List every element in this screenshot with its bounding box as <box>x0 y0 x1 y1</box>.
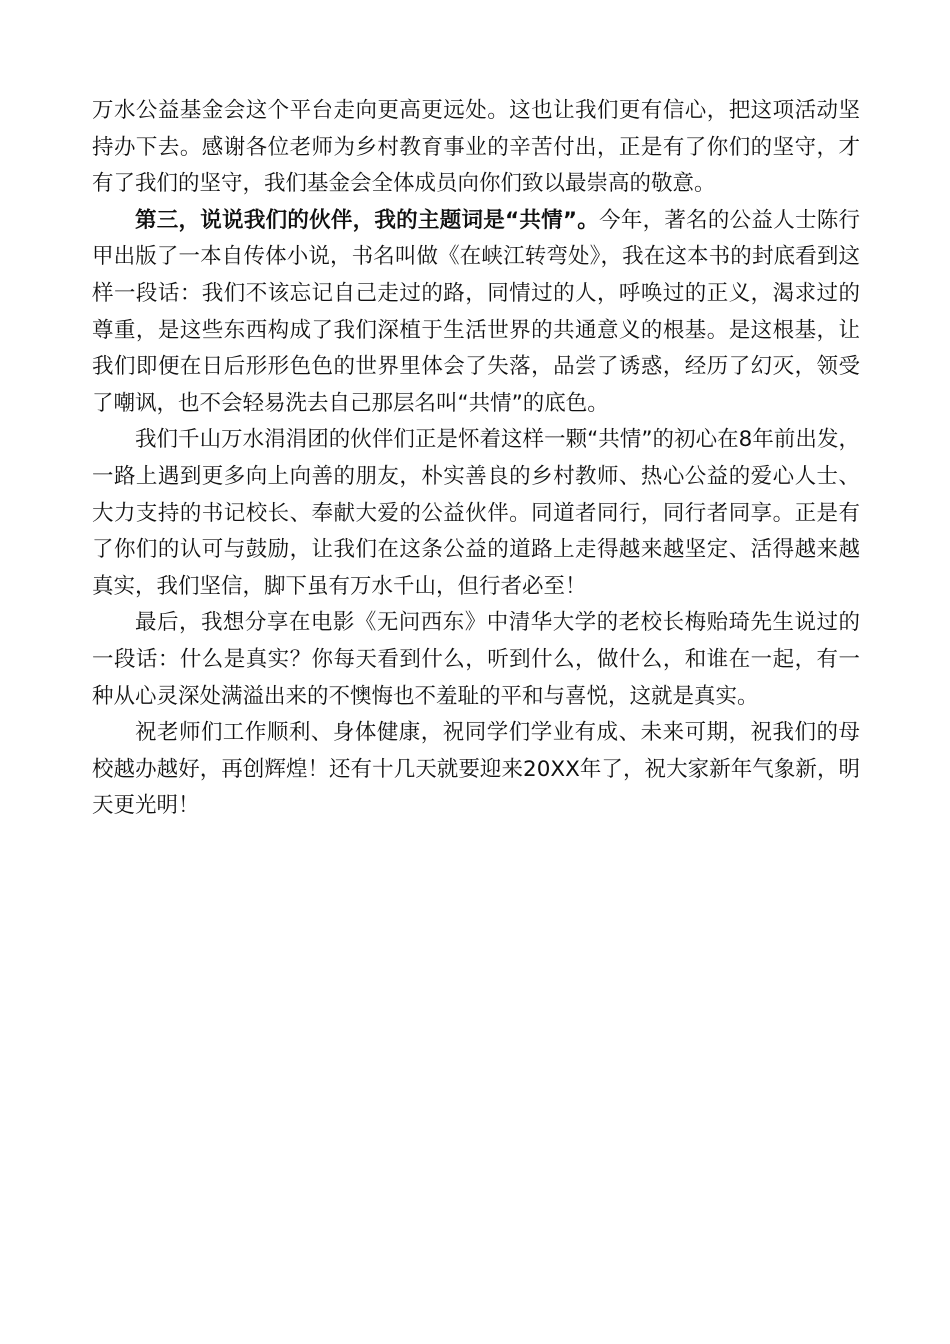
paragraph-quote <box>92 605 860 715</box>
section-heading-empathy: 第三，说说我们的伙伴，我的主题词是“共情”。 <box>135 207 600 233</box>
paragraph-team <box>92 422 860 605</box>
document-page <box>92 93 860 825</box>
paragraph-text: 最后，我想分享在电影《无问西东》中清华大学的老校长梅贻琦先生说过的一段话：什么是真实？你每天看到什么，听到什么，做什么，和谁在一起，有一种从心灵深处满溢出来的不懊悔也不羞耻的平和与喜悦，这就是真实。 <box>92 610 860 709</box>
paragraph-text: 今年，著名的公益人士陈行甲出版了一本自传体小说，书名叫做《在峡江转弯处》，我在这本书的封底看到这样一段话：我们不该忘记自己走过的路，同情过的人，呼唤过的正义，渴求过的尊重，是这些东西构成了我们深植于生活世界的共通意义的根基。是这根基，让我们即便在日后形形色色的世界里体会了失落，品尝了诱惑，经历了幻灭，领受了嘲讽，也不会轻易洗去自己那层名叫“共情”的底色。 <box>92 207 860 416</box>
paragraph-wishes <box>92 715 860 825</box>
paragraph-text: 万水公益基金会这个平台走向更高更远处。这也让我们更有信心，把这项活动坚持办下去。感谢各位老师为乡村教育事业的辛苦付出，正是有了你们的坚守，才有了我们的坚守，我们基金会全体成员向你们致以最崇高的敬意。 <box>92 98 860 197</box>
paragraph-text: 我们千山万水涓涓团的伙伴们正是怀着这样一颗“共情”的初心在8年前出发，一路上遇到更多向上向善的朋友，朴实善良的乡村教师、热心公益的爱心人士、大力支持的书记校长、奉献大爱的公益伙伴。同道者同行，同行者同享。正是有了你们的认可与鼓励，让我们在这条公益的道路上走得越来越坚定、活得越来越真实，我们坚信，脚下虽有万水千山，但行者必至！ <box>92 427 860 599</box>
paragraph-partners <box>92 203 860 423</box>
paragraph-continuation <box>92 93 860 203</box>
paragraph-text: 祝老师们工作顺利、身体健康，祝同学们学业有成、未来可期，祝我们的母校越办越好，再创辉煌！还有十几天就要迎来20XX年了，祝大家新年气象新，明天更光明！ <box>92 720 860 819</box>
